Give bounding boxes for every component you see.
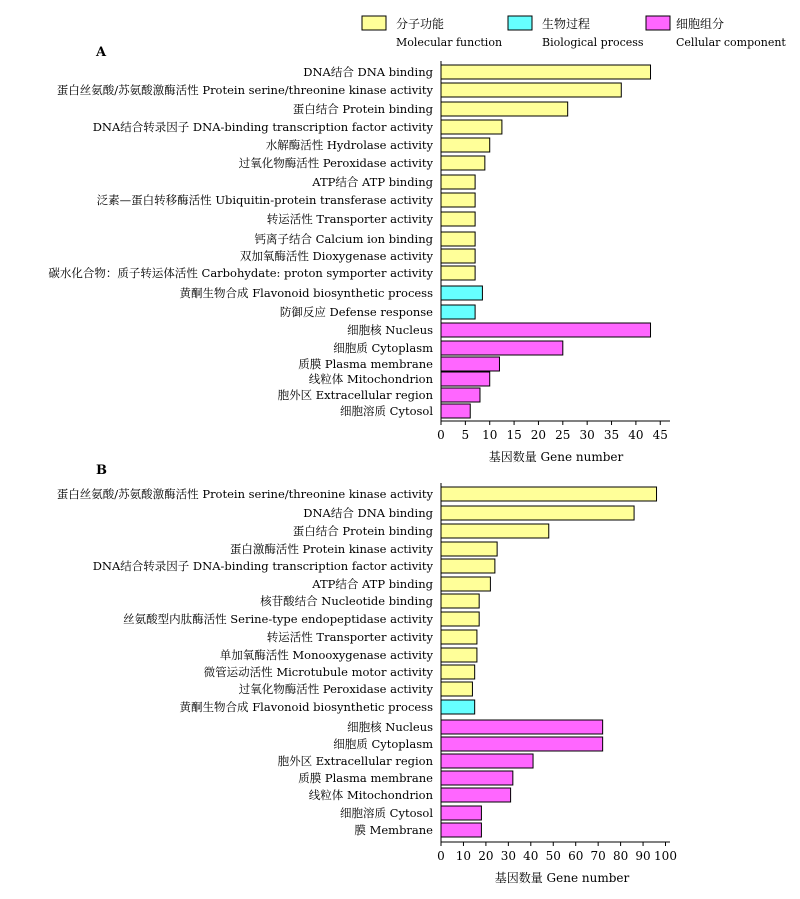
panel-a-bar bbox=[441, 65, 651, 79]
panel-a-bar-row bbox=[309, 372, 490, 386]
panel-b-bar-row bbox=[230, 542, 497, 556]
panel-b-bar-row bbox=[239, 682, 473, 696]
panel-a-bar bbox=[441, 357, 499, 371]
panel-b-bar bbox=[441, 737, 603, 751]
panel-b-bar-row bbox=[260, 594, 479, 608]
panel-b-x-tick-label: 30 bbox=[500, 849, 516, 863]
panel-b-category-label: ATP结合 ATP binding bbox=[312, 577, 433, 591]
legend-swatch-cellular-component bbox=[646, 16, 670, 30]
panel-a-bar-row bbox=[97, 193, 475, 207]
panel-b-bar bbox=[441, 577, 490, 591]
panel-a-bar-row bbox=[255, 232, 476, 246]
panel-a-category-label: 水解酶活性 Hydrolase activity bbox=[265, 138, 433, 152]
panel-b-category-label: 质膜 Plasma membrane bbox=[298, 771, 433, 785]
panel-b-bar-row bbox=[347, 720, 603, 734]
legend-en-biological-process: Biological process bbox=[542, 36, 644, 49]
panel-b-bar-row bbox=[123, 612, 479, 626]
panel-a-bar bbox=[441, 323, 651, 337]
panel-b-bar-row bbox=[220, 648, 477, 662]
panel-a-bar bbox=[441, 212, 475, 226]
panel-b-bar-row bbox=[278, 754, 533, 768]
panel-b-bar bbox=[441, 720, 603, 734]
panel-a-bar bbox=[441, 83, 621, 97]
panel-a-x-tick-label: 45 bbox=[652, 428, 668, 442]
panel-b-x-tick-label: 40 bbox=[523, 849, 539, 863]
panel-b-category-label: 线粒体 Mitochondrion bbox=[308, 788, 433, 802]
panel-b-category-label: 黄酮生物合成 Flavonoid biosynthetic process bbox=[179, 700, 433, 714]
panel-b-bar bbox=[441, 771, 513, 785]
panel-b-bar-row bbox=[57, 487, 657, 501]
panel-b bbox=[57, 463, 677, 885]
panel-a-category-label: 细胞质 Cytoplasm bbox=[333, 341, 433, 355]
panel-b-bar bbox=[441, 506, 634, 520]
panel-a-bar bbox=[441, 388, 480, 402]
panel-a-bar bbox=[441, 175, 475, 189]
panel-b-bar-row bbox=[180, 700, 475, 714]
panel-a-category-label: 防御反应 Defense response bbox=[279, 305, 433, 319]
panel-a-x-tick-label: 20 bbox=[530, 428, 547, 442]
panel-a-category-label: 钙离子结合 Calcium ion binding bbox=[254, 232, 433, 246]
panel-a-bar-row bbox=[280, 305, 475, 319]
panel-b-bar-row bbox=[303, 506, 634, 520]
panel-a-x-tick-label: 15 bbox=[506, 428, 522, 442]
panel-b-bar bbox=[441, 524, 549, 538]
panel-b-category-label: 过氧化物酶活性 Peroxidase activity bbox=[238, 682, 433, 696]
panel-b-bar-row bbox=[298, 771, 513, 785]
legend-zh-cellular-component: 细胞组分 bbox=[676, 17, 725, 31]
panel-b-bar-row bbox=[93, 559, 495, 573]
panel-b-x-tick-label: 50 bbox=[545, 849, 561, 863]
panel-b-bar-row bbox=[311, 577, 490, 591]
panel-b-bar bbox=[441, 700, 475, 714]
panel-b-category-label: 蛋白激酶活性 Protein kinase activity bbox=[229, 542, 433, 556]
panel-b-x-tick-label: 10 bbox=[455, 849, 472, 863]
panel-a-category-label: ATP结合 ATP binding bbox=[312, 175, 433, 189]
panel-a-bar bbox=[441, 138, 490, 152]
panel-a-category-label: 蛋白结合 Protein binding bbox=[292, 102, 433, 116]
panel-b-bar bbox=[441, 594, 479, 608]
panel-a-bar bbox=[441, 156, 485, 170]
panel-b-bar-row bbox=[309, 788, 511, 802]
panel-a-x-tick-label: 5 bbox=[461, 428, 470, 442]
panel-a-bar-row bbox=[240, 249, 475, 263]
panel-b-bar bbox=[441, 665, 475, 679]
panel-b-category-label: 膜 Membrane bbox=[354, 823, 433, 837]
legend bbox=[362, 16, 786, 49]
panel-a-category-label: 线粒体 Mitochondrion bbox=[308, 372, 433, 386]
panel-a-bar-row bbox=[340, 404, 470, 418]
panel-a-category-label: 双加氧酶活性 Dioxygenase activity bbox=[239, 249, 433, 263]
panel-a-x-tick-label: 10 bbox=[482, 428, 498, 442]
panel-a-bar bbox=[441, 120, 502, 134]
panel-a-bar bbox=[441, 372, 490, 386]
panel-b-bar bbox=[441, 630, 477, 644]
panel-b-category-label: 蛋白丝氨酸/苏氨酸激酶活性 Protein serine/threonine kinase activity bbox=[56, 487, 433, 501]
panel-a-category-label: 转运活性 Transporter activity bbox=[266, 212, 433, 226]
panel-b-category-label: DNA结合转录因子 DNA-binding transcription factor activity bbox=[92, 559, 433, 573]
legend-item-biological-process bbox=[508, 16, 644, 49]
panel-a-category-label: 过氧化物酶活性 Peroxidase activity bbox=[238, 156, 433, 170]
panel-b-x-tick-label: 90 bbox=[635, 849, 651, 863]
panel-a-x-axis-title: 基因数量 Gene number bbox=[488, 450, 624, 464]
panel-b-bar bbox=[441, 788, 511, 802]
panel-b-category-label: DNA结合 DNA binding bbox=[303, 506, 433, 520]
panel-a-bar bbox=[441, 341, 563, 355]
panel-b-bar-row bbox=[204, 665, 475, 679]
panel-a-category-label: 蛋白丝氨酸/苏氨酸激酶活性 Protein serine/threonine kinase activity bbox=[56, 83, 433, 97]
panel-a-bar-row bbox=[303, 65, 650, 79]
panel-a-bar bbox=[441, 286, 482, 300]
panel-b-category-label: 微管运动活性 Microtubule motor activity bbox=[203, 665, 433, 679]
panel-a-bar-row bbox=[293, 102, 568, 116]
panel-b-category-label: 蛋白结合 Protein binding bbox=[292, 524, 433, 538]
panel-a-category-label: DNA结合 DNA binding bbox=[303, 65, 433, 79]
panel-a-x-tick-label: 40 bbox=[628, 428, 644, 442]
panel-a-bar-row bbox=[266, 138, 490, 152]
panel-a-bar bbox=[441, 102, 568, 116]
legend-item-molecular-function bbox=[362, 16, 502, 49]
panel-b-category-label: 细胞核 Nucleus bbox=[347, 720, 433, 734]
panel-a-bar-row bbox=[278, 388, 480, 402]
panel-b-x-tick-label: 70 bbox=[590, 849, 606, 863]
panel-b-bars bbox=[57, 487, 657, 837]
panel-b-bar bbox=[441, 754, 533, 768]
panel-b-label: B bbox=[96, 463, 107, 478]
legend-swatch-molecular-function bbox=[362, 16, 386, 30]
panel-a-bar bbox=[441, 249, 475, 263]
panel-a-category-label: DNA结合转录因子 DNA-binding transcription factor activity bbox=[92, 120, 433, 134]
panel-a-category-label: 胞外区 Extracellular region bbox=[277, 388, 433, 402]
panel-a-bar-row bbox=[311, 175, 475, 189]
panel-a-category-label: 质膜 Plasma membrane bbox=[298, 357, 433, 371]
panel-a-bar bbox=[441, 193, 475, 207]
panel-b-x-tick-label: 20 bbox=[478, 849, 494, 863]
panel-a-bars bbox=[48, 65, 650, 418]
panel-b-x-tick-label: 0 bbox=[437, 849, 445, 863]
panel-b-bar-row bbox=[333, 737, 602, 751]
panel-b-category-label: 丝氨酸型内肽酶活性 Serine-type endopeptidase activity bbox=[123, 612, 433, 626]
panel-a-bar-row bbox=[347, 323, 650, 337]
panel-b-bar bbox=[441, 559, 495, 573]
legend-zh-molecular-function: 分子功能 bbox=[396, 17, 445, 31]
panel-b-x-tick-label: 80 bbox=[612, 849, 629, 863]
panel-b-category-label: 细胞质 Cytoplasm bbox=[333, 737, 433, 751]
panel-a-bar-row bbox=[333, 341, 563, 355]
legend-swatch-biological-process bbox=[508, 16, 532, 30]
panel-b-bar bbox=[441, 806, 481, 820]
legend-en-molecular-function: Molecular function bbox=[396, 36, 503, 49]
panel-b-category-label: 单加氧酶活性 Monooxygenase activity bbox=[219, 648, 433, 662]
legend-item-cellular-component bbox=[646, 16, 786, 49]
panel-a-category-label: 细胞溶质 Cytosol bbox=[340, 404, 433, 418]
panel-b-category-label: 转运活性 Transporter activity bbox=[266, 630, 433, 644]
panel-b-category-label: 细胞溶质 Cytosol bbox=[340, 806, 433, 820]
panel-b-x-axis-title: 基因数量 Gene number bbox=[494, 871, 630, 885]
panel-a-bar bbox=[441, 266, 475, 280]
panel-a-label: A bbox=[96, 45, 107, 60]
panel-a-x-tick-label: 0 bbox=[437, 428, 445, 442]
panel-b-bar-row bbox=[340, 806, 481, 820]
panel-a-bar-row bbox=[239, 156, 485, 170]
panel-a-x-tick-label: 25 bbox=[555, 428, 571, 442]
panel-a-category-label: 黄酮生物合成 Flavonoid biosynthetic process bbox=[179, 286, 433, 300]
panel-a-category-label: 碳水化合物：质子转运体活性 Carbohydate: proton symporter activity bbox=[48, 266, 433, 280]
panel-b-bar bbox=[441, 612, 479, 626]
panel-b-x-tick-label: 100 bbox=[654, 849, 677, 863]
panel-b-x-tick-label: 60 bbox=[568, 849, 584, 863]
legend-zh-biological-process: 生物过程 bbox=[542, 17, 591, 31]
legend-en-cellular-component: Cellular component bbox=[676, 36, 786, 49]
panel-b-bar bbox=[441, 648, 477, 662]
panel-a-category-label: 细胞核 Nucleus bbox=[347, 323, 433, 337]
panel-b-bar-row bbox=[354, 823, 481, 837]
panel-a-bar-row bbox=[267, 212, 475, 226]
panel-a-bar bbox=[441, 404, 470, 418]
panel-b-category-label: 核苷酸结合 Nucleotide binding bbox=[260, 594, 433, 608]
panel-b-bar bbox=[441, 487, 657, 501]
panel-b-bar bbox=[441, 823, 481, 837]
panel-b-category-label: 胞外区 Extracellular region bbox=[277, 754, 433, 768]
panel-a-bar-row bbox=[298, 357, 499, 371]
panel-b-bar bbox=[441, 682, 472, 696]
panel-a-category-label: 泛素—蛋白转移酶活性 Ubiquitin-protein transferase activity bbox=[96, 193, 433, 207]
panel-a-bar-row bbox=[57, 83, 621, 97]
panel-a-bar-row bbox=[48, 266, 475, 280]
panel-a-x-tick-label: 30 bbox=[579, 428, 595, 442]
panel-a-bar-row bbox=[180, 286, 483, 300]
panel-a-bar bbox=[441, 305, 475, 319]
panel-b-bar-row bbox=[293, 524, 549, 538]
panel-a-bar bbox=[441, 232, 475, 246]
panel-a bbox=[48, 45, 670, 464]
panel-a-x-tick-label: 35 bbox=[603, 428, 620, 442]
panel-b-bar-row bbox=[267, 630, 477, 644]
panel-b-bar bbox=[441, 542, 497, 556]
